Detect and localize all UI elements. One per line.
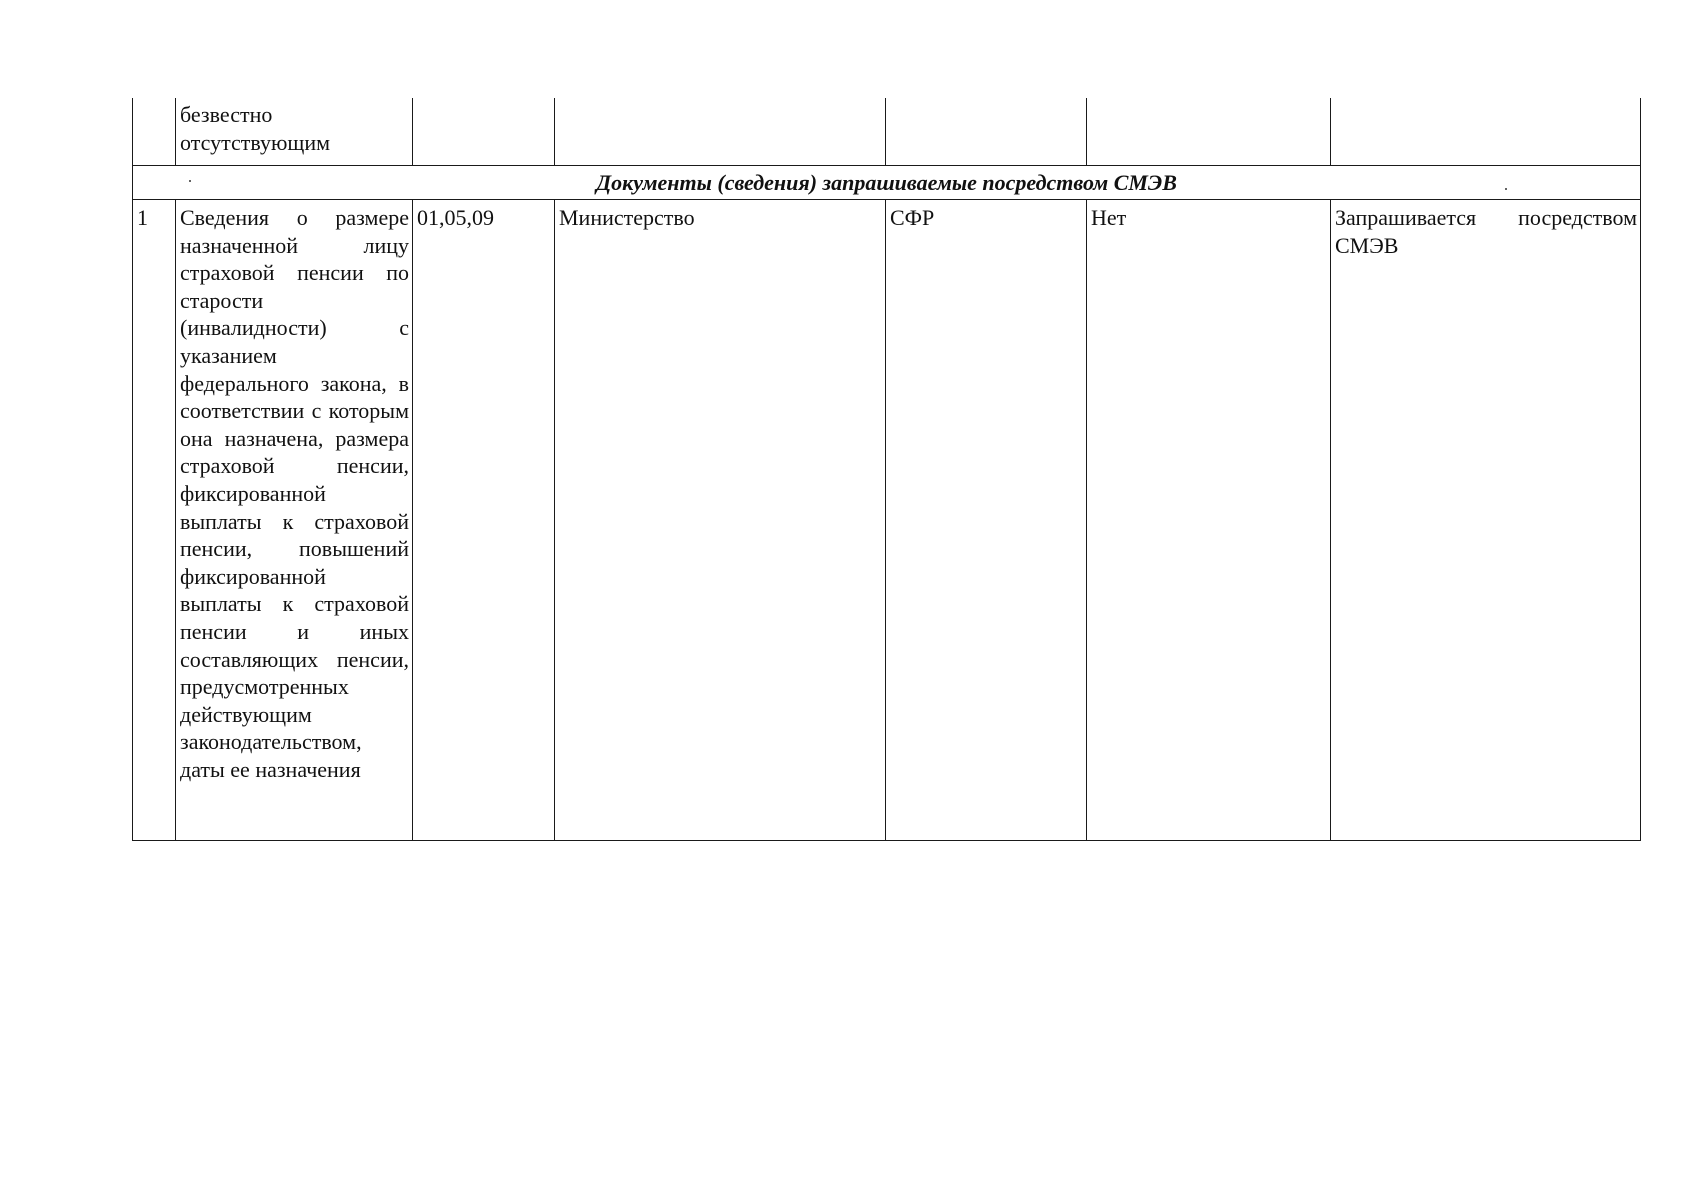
cell-requester (555, 98, 886, 166)
row-document-name: Сведения о размере назначенной лицу страховой пенсии по старости (инвалидности) с указанием федерального закона, в соответствии с которым она назначена, размера страховой пенсии, фиксированной выплаты к страховой пенсии, повышений фиксированной выплаты к страховой пенсии и иных составляющих пенсии, предусмотренных действующим законодательством, даты ее назначения (176, 200, 413, 841)
row-requester: Министерство (555, 200, 886, 841)
services-table (132, 98, 1641, 841)
continued-name-text: безвестно отсутствующим (180, 102, 331, 155)
cell-codes (413, 98, 555, 166)
row-codes: 01,05,09 (413, 200, 555, 841)
row-number: 1 (133, 200, 176, 841)
row-note: Запрашивается посредством СМЭВ (1331, 200, 1641, 841)
section-title: Документы (сведения) запрашиваемые посредством СМЭВ (133, 166, 1641, 200)
row-provider: СФР (886, 200, 1087, 841)
cell-name (176, 98, 413, 166)
table-row-continuation (133, 98, 1641, 166)
table-section-header (133, 166, 1641, 200)
cell-note (1331, 98, 1641, 166)
cell-provider (886, 98, 1087, 166)
cell-flag (1087, 98, 1331, 166)
table-row (133, 200, 1641, 841)
cell-number (133, 98, 176, 166)
row-flag: Нет (1087, 200, 1331, 841)
